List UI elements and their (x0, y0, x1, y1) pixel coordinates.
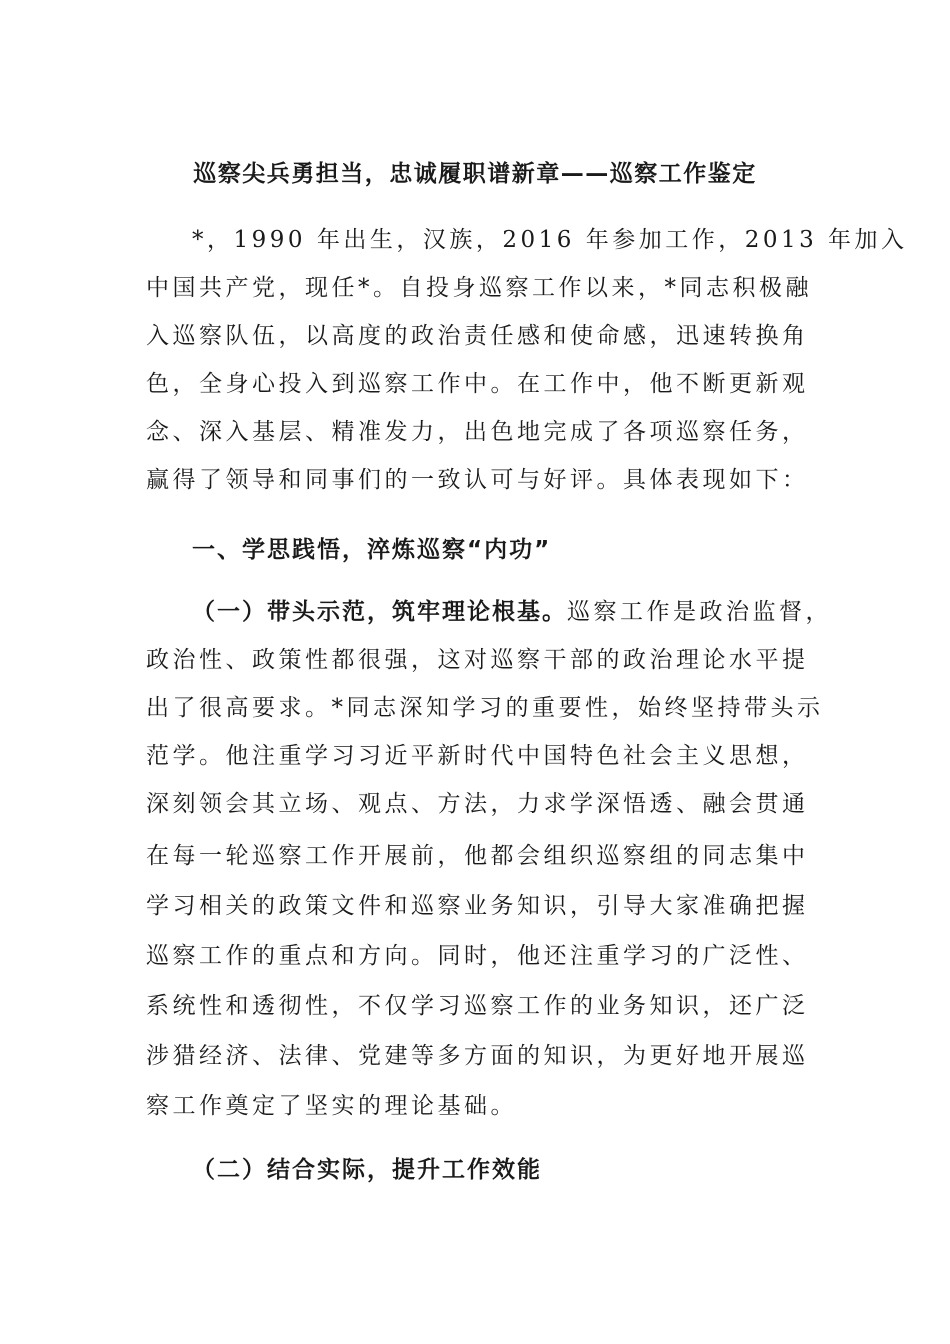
subsection-heading: （二）结合实际，提升工作效能 (192, 1157, 542, 1183)
paragraph-line: 涉猎经济、法律、党建等多方面的知识，为更好地开展巡 (146, 1043, 809, 1069)
paragraph-line: 入巡察队伍，以高度的政治责任感和使命感，迅速转换角 (146, 323, 809, 349)
paragraph-line: *，1990 年出生，汉族，2016 年参加工作，2013 年加入 (192, 227, 908, 253)
subsection-first-line (192, 592, 872, 632)
paragraph-line: 深刻领会其立场、观点、方法，力求学深悟透、融会贯通 (146, 791, 809, 817)
paragraph-line: 学习相关的政策文件和巡察业务知识，引导大家准确把握 (146, 893, 809, 919)
subsection-lead: （一）带头示范，筑牢理论根基。 (192, 599, 567, 625)
paragraph-line: 念、深入基层、精准发力，出色地完成了各项巡察任务， (146, 419, 809, 445)
paragraph-line: 在每一轮巡察工作开展前，他都会组织巡察组的同志集中 (146, 843, 809, 869)
paragraph-line: 赢得了领导和同事们的一致认可与好评。具体表现如下： (146, 467, 809, 493)
paragraph-line: 察工作奠定了坚实的理论基础。 (146, 1093, 517, 1119)
section-heading: 一、学思践悟，淬炼巡察“内功” (192, 537, 552, 563)
document-title: 巡察尖兵勇担当，忠诚履职谱新章——巡察工作鉴定 (193, 161, 757, 187)
paragraph-line: 范学。他注重学习习近平新时代中国特色社会主义思想， (146, 743, 809, 769)
paragraph-line: 出了很高要求。*同志深知学习的重要性，始终坚持带头示 (146, 695, 824, 721)
paragraph-line: 巡察工作的重点和方向。同时，他还注重学习的广泛性、 (146, 943, 809, 969)
paragraph-line: 系统性和透彻性，不仅学习巡察工作的业务知识，还广泛 (146, 993, 809, 1019)
paragraph-line: 中国共产党，现任*。自投身巡察工作以来，*同志积极融 (146, 275, 812, 301)
subsection-lead-rest: 巡察工作是政治监督， (567, 599, 832, 625)
paragraph-line: 色，全身心投入到巡察工作中。在工作中，他不断更新观 (146, 371, 809, 397)
paragraph-line: 政治性、政策性都很强，这对巡察干部的政治理论水平提 (146, 647, 809, 673)
